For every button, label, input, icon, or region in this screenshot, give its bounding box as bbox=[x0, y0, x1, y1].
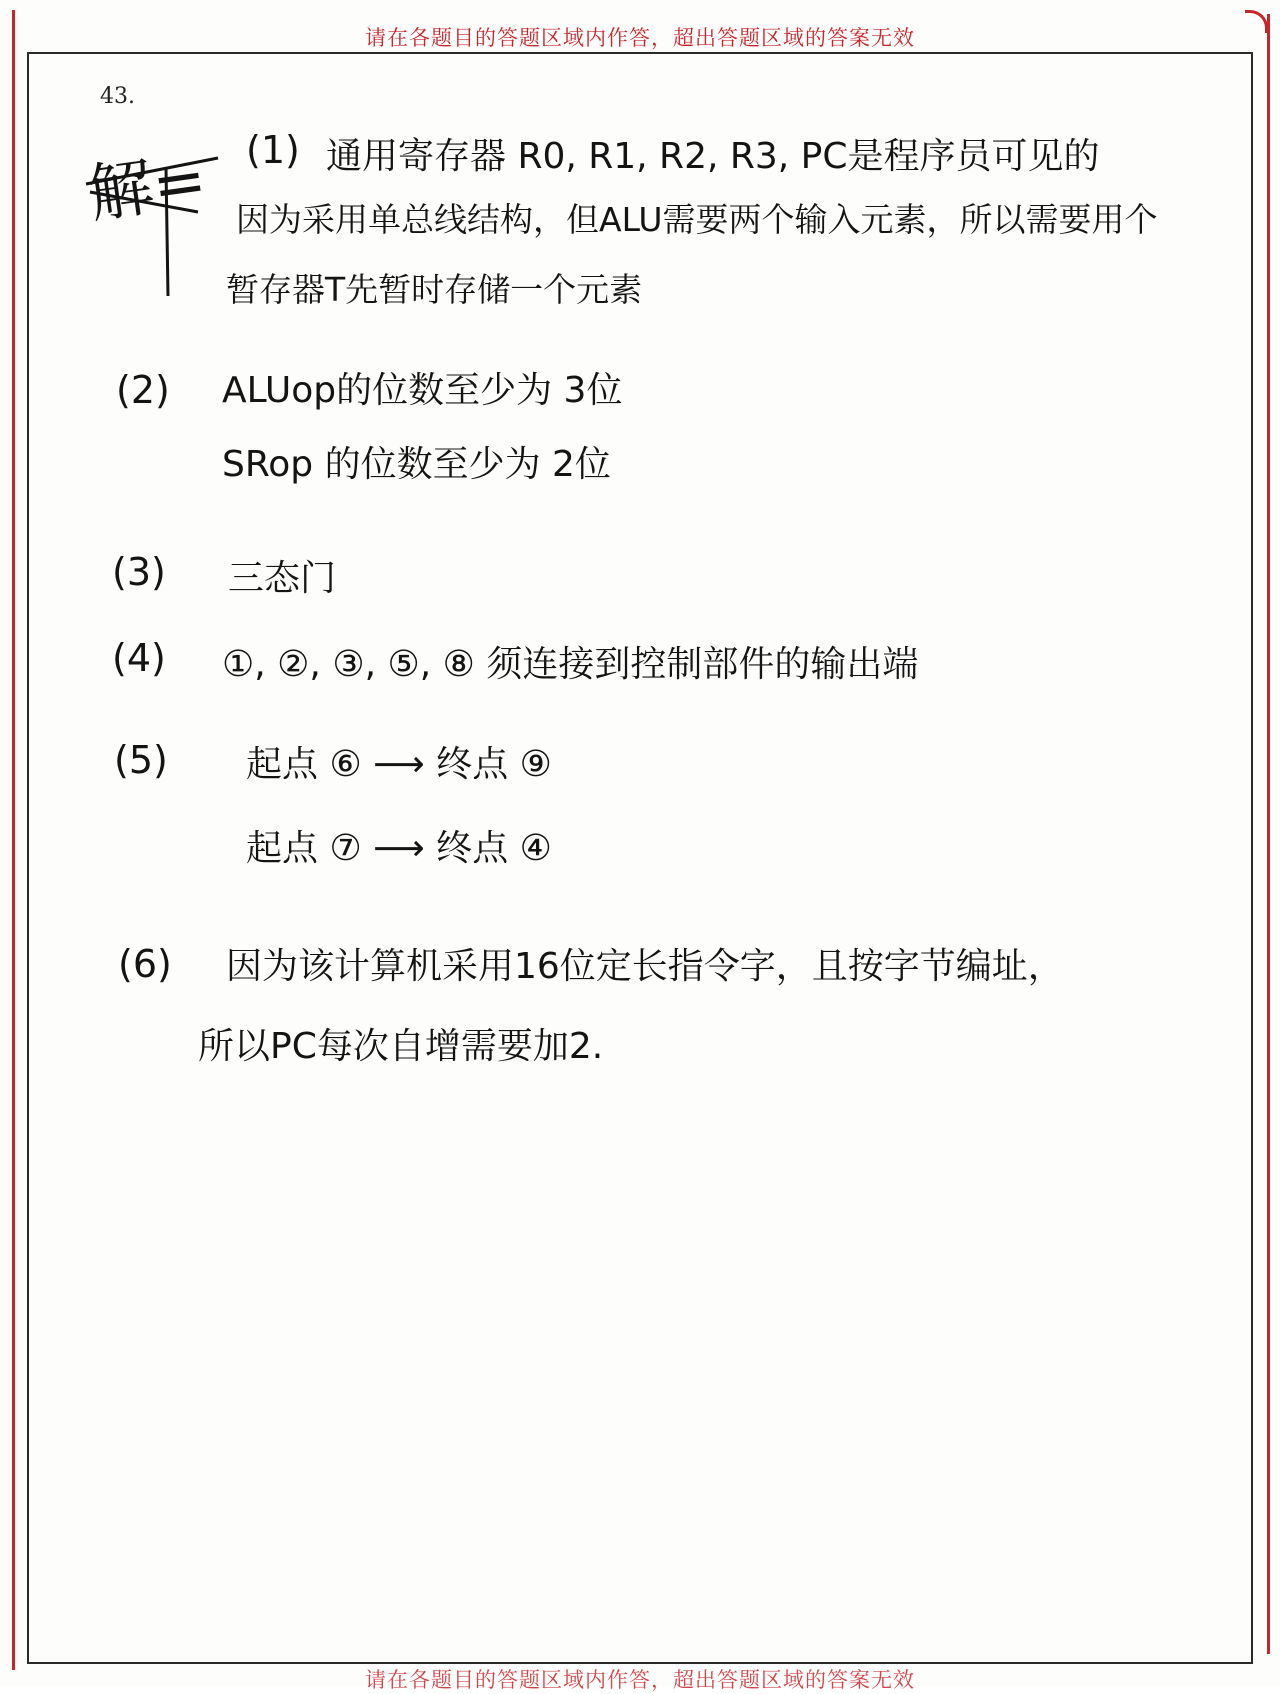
answer-5-line-2: 起点 ⑦ ⟶ 终点 ④ bbox=[246, 828, 552, 869]
header-notice: 请在各题目的答题区域内作答，超出答题区域的答案无效 bbox=[365, 26, 915, 50]
answer-label-2: (2) bbox=[116, 368, 170, 412]
answer-label-5: (5) bbox=[114, 738, 168, 782]
answer-2-line-1: ALUop的位数至少为 3位 bbox=[222, 370, 623, 411]
solution-mark-strokes bbox=[78, 128, 228, 308]
answer-4-line-1: ①, ②, ③, ⑤, ⑧ 须连接到控制部件的输出端 bbox=[222, 644, 919, 685]
solution-mark-text: 解= bbox=[84, 143, 212, 233]
answer-label-6: (6) bbox=[118, 942, 172, 986]
answer-label-4: (4) bbox=[112, 636, 166, 680]
answer-2-line-2: SRop 的位数至少为 2位 bbox=[222, 444, 611, 485]
red-border-left bbox=[12, 10, 15, 1670]
answer-label-1: (1) bbox=[246, 128, 300, 172]
answer-6-line-1: 因为该计算机采用16位定长指令字，且按字节编址， bbox=[226, 946, 1064, 987]
footer-notice: 请在各题目的答题区域内作答，超出答题区域的答案无效 bbox=[365, 1668, 915, 1692]
question-number: 43. bbox=[100, 84, 135, 109]
answer-1-line-2: 因为采用单总线结构，但ALU需要两个输入元素，所以需要用个 bbox=[236, 200, 1158, 239]
answer-5-line-1: 起点 ⑥ ⟶ 终点 ⑨ bbox=[246, 744, 552, 785]
answer-6-line-2: 所以PC每次自增需要加2. bbox=[198, 1026, 604, 1067]
red-border-right bbox=[1267, 14, 1270, 1654]
answer-label-3: (3) bbox=[112, 550, 166, 594]
solution-mark bbox=[78, 128, 228, 308]
answer-1-line-1: 通用寄存器 R0, R1, R2, R3, PC是程序员可见的 bbox=[326, 136, 1100, 177]
answer-1-line-3: 暂存器T先暂时存储一个元素 bbox=[226, 270, 643, 309]
answer-3-line-1: 三态门 bbox=[228, 558, 337, 599]
